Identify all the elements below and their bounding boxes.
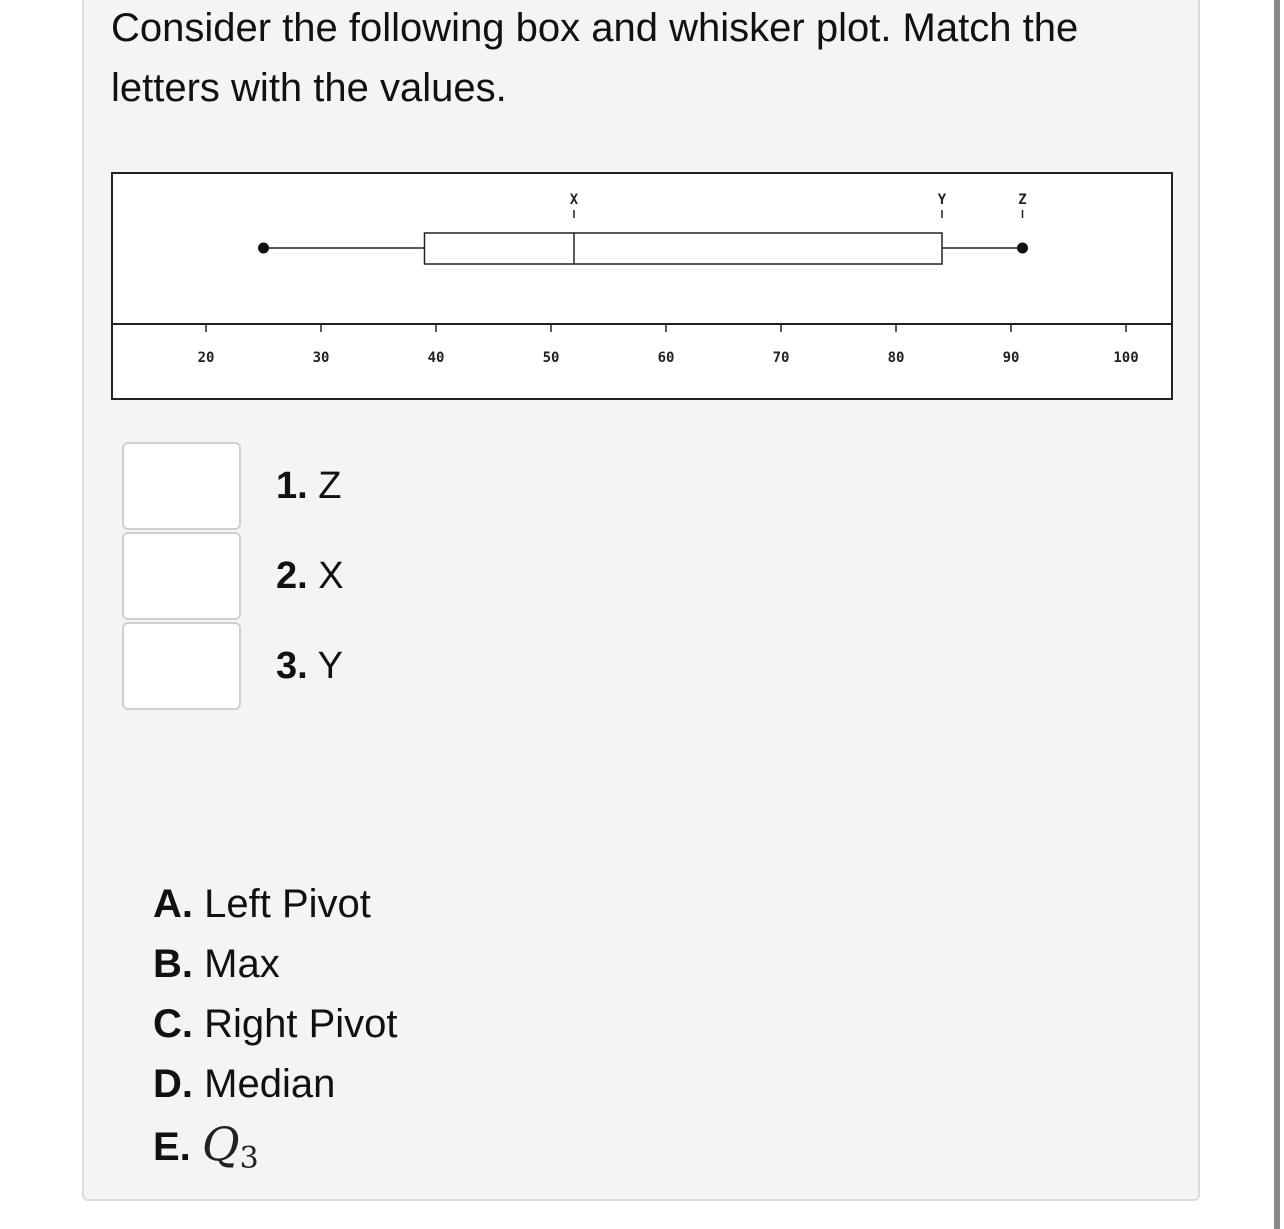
option-e-key: E.	[153, 1125, 191, 1169]
option-e-text: Q	[201, 1117, 240, 1171]
box-plot-svg	[113, 174, 1171, 398]
option-c-text: Right Pivot	[204, 1002, 398, 1046]
axis-tick-label: 40	[427, 350, 445, 366]
marker-letter-z: Z	[1018, 192, 1027, 208]
axis-tick-label: 80	[887, 350, 905, 366]
item-3-number: 3.	[276, 645, 308, 687]
item-1-letter: Z	[318, 465, 342, 507]
option-b-key: B.	[153, 942, 193, 986]
option-a-text: Left Pivot	[204, 882, 371, 926]
answer-input-2[interactable]	[122, 532, 241, 620]
axis-tick-label: 70	[772, 350, 790, 366]
item-3-letter: Y	[317, 645, 343, 687]
option-c	[153, 1000, 398, 1048]
option-c-key: C.	[153, 1002, 193, 1046]
option-e-math	[201, 1117, 259, 1176]
item-1	[276, 464, 341, 508]
option-b	[153, 940, 280, 988]
option-e	[153, 1117, 259, 1183]
axis-tick-label: 20	[197, 350, 215, 366]
item-2-number: 2.	[276, 555, 308, 597]
min-point	[258, 243, 269, 254]
marker-letter-y: Y	[937, 192, 947, 208]
axis-tick-label: 100	[1113, 350, 1139, 366]
marker-letter-x: X	[569, 192, 579, 208]
answer-input-1[interactable]	[122, 442, 241, 530]
option-d	[153, 1060, 335, 1108]
question-text: Consider the following box and whisker plot. Match the letters with the values.	[111, 6, 1079, 110]
axis-tick-label: 30	[312, 350, 330, 366]
item-2	[276, 554, 344, 598]
box-plot	[111, 172, 1173, 400]
option-d-text: Median	[204, 1062, 336, 1106]
item-2-letter: X	[318, 555, 344, 597]
answer-input-3[interactable]	[122, 622, 241, 710]
option-b-text: Max	[204, 942, 280, 986]
option-a-key: A.	[153, 882, 193, 926]
item-1-number: 1.	[276, 465, 308, 507]
axis-tick-label: 50	[542, 350, 560, 366]
max-point	[1017, 243, 1028, 254]
iqr-box	[425, 233, 943, 264]
item-3	[276, 644, 343, 688]
scrollbar[interactable]	[1270, 0, 1284, 1229]
axis-tick-label: 90	[1002, 350, 1020, 366]
axis-tick-label: 60	[657, 350, 675, 366]
option-e-subscript: 3	[239, 1141, 259, 1176]
option-d-key: D.	[153, 1062, 193, 1106]
option-a	[153, 880, 371, 928]
